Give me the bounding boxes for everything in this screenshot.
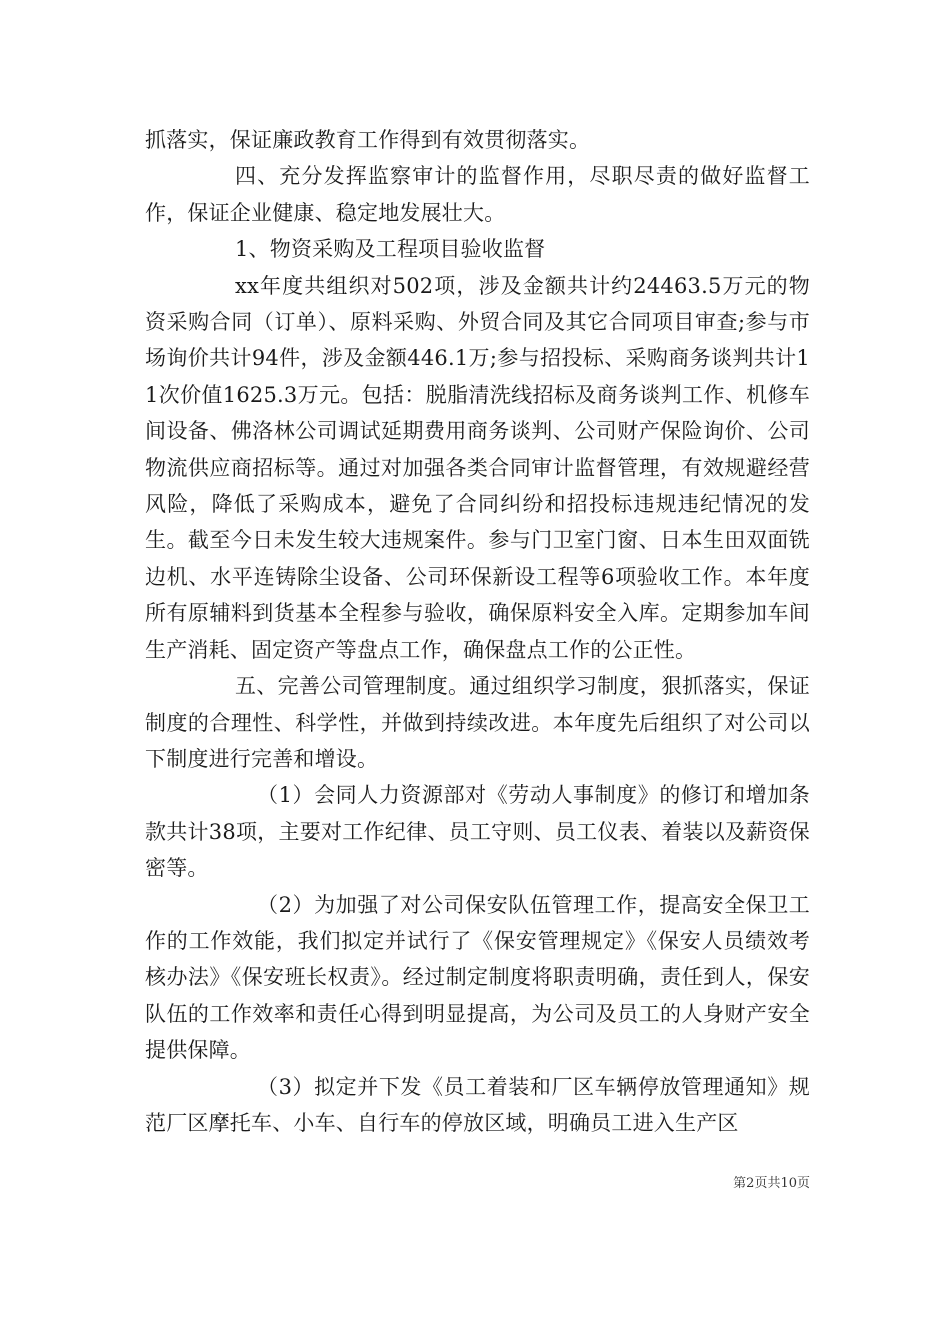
- document-body: [145, 122, 810, 1141]
- page-number-footer: 第2页共10页: [733, 1176, 810, 1191]
- heading-section-four: 四、充分发挥监察审计的监督作用，尽职尽责的做好监督工作，保证企业健康、稳定地发展壮大。: [145, 164, 810, 225]
- paragraph-procurement-details: xx年度共组织对502项，涉及金额共计约24463.5万元的物资采购合同（订单）、原料采购、外贸合同及其它合同项目审查;参与市场询价共计94件，涉及金额446.1万;参与招投标、采购商务谈判共计11次价值1625.3万元。包括：脱脂清洗线招标及商务谈判工作、机修车间设备、佛洛林公司调试延期费用商务谈判、公司财产保险询价、公司物流供应商招标等。通过对加强各类合同审计监督管理，有效规避经营风险，降低了采购成本，避免了合同纠纷和招投标违规违纪情况的发生。截至今日未发生较大违规案件。参与门卫室门窗、日本生田双面铣边机、水平连铸除尘设备、公司环保新设工程等6项验收工作。本年度所有原辅料到货基本全程参与验收，确保原料安全入库。定期参加车间生产消耗、固定资产等盘点工作，确保盘点工作的公正性。: [145, 273, 810, 662]
- paragraph-item-2: （2）为加强了对公司保安队伍管理工作，提高安全保卫工作的工作效能，我们拟定并试行了《保安管理规定》《保安人员绩效考核办法》《保安班长权责》。经过制定制度将职责明确，责任到人，保安队伍的工作效率和责任心得到明显提高，为公司及员工的人身财产安全提供保障。: [145, 892, 810, 1063]
- heading-procurement-supervision: 1、物资采购及工程项目验收监督: [235, 237, 546, 262]
- paragraph-item-1: （1）会同人力资源部对《劳动人事制度》的修订和增加条款共计38项，主要对工作纪律、员工守则、员工仪表、着装以及薪资保密等。: [145, 783, 810, 881]
- heading-section-five: 五、完善公司管理制度。通过组织学习制度，狠抓落实，保证制度的合理性、科学性，并做到持续改进。本年度先后组织了对公司以下制度进行完善和增设。: [145, 674, 810, 771]
- paragraph-discipline-education: 抓落实，保证廉政教育工作得到有效贯彻落实。: [145, 128, 591, 152]
- paragraph-item-3: （3）拟定并下发《员工着装和厂区车辆停放管理通知》规范厂区摩托车、小车、自行车的停放区域，明确员工进入生产区: [145, 1074, 810, 1135]
